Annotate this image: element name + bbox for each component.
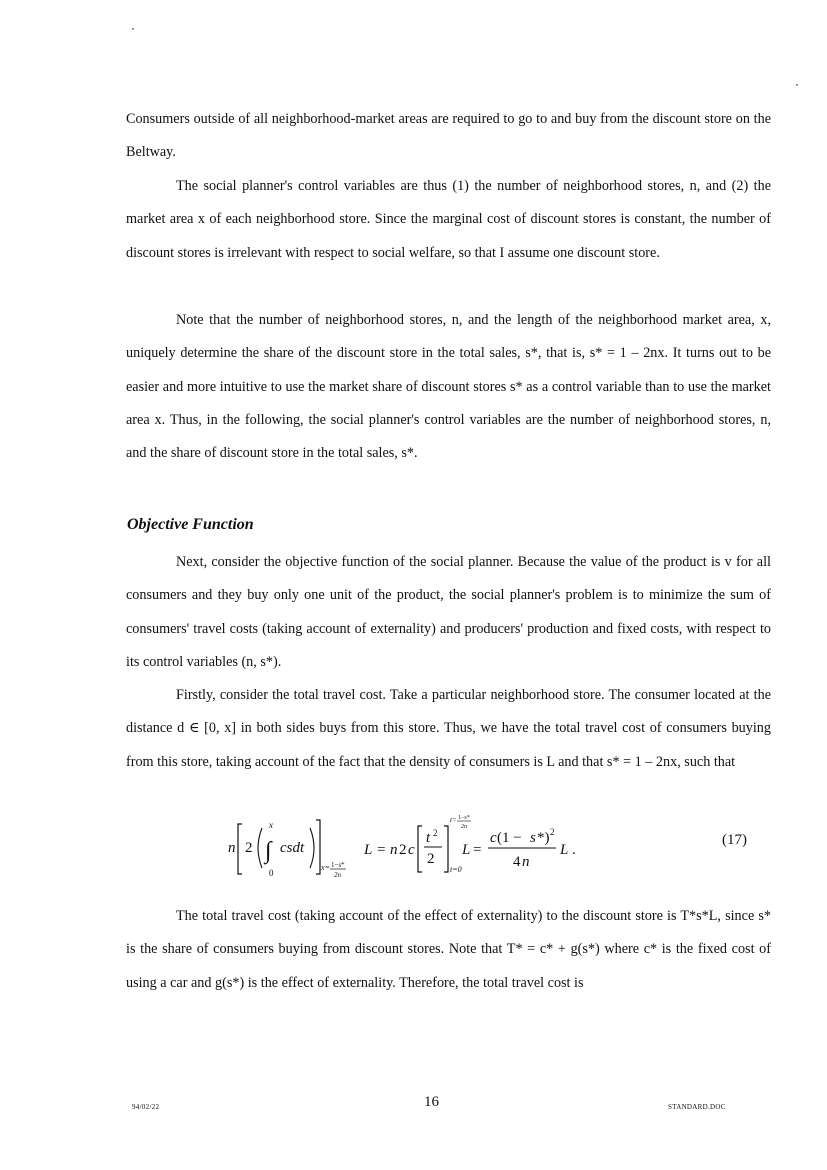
svg-text:c: c <box>490 830 497 846</box>
svg-text:*): *) <box>537 830 550 846</box>
svg-text:L: L <box>560 842 569 858</box>
paragraph-travel-cost: Firstly, consider the total travel cost. Take a particular neighborhood store. The consumer located at the distance d ∈ [0, x] in both sides buys from this store. Thus, we have the total travel cost of consumers buying from this store, taking account of the fact that the density of consumers is L and that s* = 1 – 2nx, such that <box>126 687 771 770</box>
svg-text:4: 4 <box>513 854 521 870</box>
section-heading: Objective Function <box>127 516 254 533</box>
svg-text:2: 2 <box>433 828 438 838</box>
svg-text:(1 −: (1 − <box>497 830 522 846</box>
svg-text:t=0: t=0 <box>450 865 462 874</box>
svg-text:2: 2 <box>427 851 435 867</box>
svg-text:n: n <box>522 854 530 870</box>
svg-text:x=: x= <box>321 863 330 872</box>
svg-text:t=: t= <box>450 816 457 824</box>
svg-text:n: n <box>390 842 398 858</box>
svg-text:L: L <box>462 842 471 858</box>
svg-text:csdt: csdt <box>280 840 305 856</box>
svg-text:s: s <box>530 830 536 846</box>
equation-number: (17) <box>722 832 747 848</box>
equation-formula <box>228 812 698 892</box>
paragraph-discount-travel: The total travel cost (taking account of the effect of externality) to the discount store is T*s*L, since s* is the share of consumers buying from discount stores. Note that T* = c* + g(s*) where c* is the fixed cost of using a car and g(s*) is the effect of externality. Therefore, the total travel cost is <box>126 908 771 991</box>
svg-text:=: = <box>473 842 482 858</box>
svg-text:2n: 2n <box>461 824 467 830</box>
paragraph-discount-store: Consumers outside of all neighborhood-market areas are required to go to and buy from the discount store on the Beltway. <box>126 111 771 161</box>
svg-text:=: = <box>377 842 386 858</box>
svg-text:2: 2 <box>245 840 253 856</box>
scan-speck <box>796 84 798 86</box>
svg-text:2: 2 <box>550 827 555 837</box>
svg-text:2n: 2n <box>334 871 341 879</box>
scan-speck <box>132 28 134 30</box>
svg-text:x: x <box>269 820 273 830</box>
paragraph-objective: Next, consider the objective function of the social planner. Because the value of the product is v for all consumers and they buy only one unit of the product, the social planner's problem is to minimize the sum of consumers' travel costs (taking account of externality) and producers' production and fixed costs, with respect to its control variables (n, s*). <box>126 554 771 670</box>
footer-date: 94/02/22 <box>132 1103 160 1111</box>
page-number: 16 <box>424 1094 439 1110</box>
paragraph-market-share: Note that the number of neighborhood stores, n, and the length of the neighborhood market area, x, uniquely determine the share of the discount store in the total sales, s*, that is, s* = 1 – 2nx. It turns out to be easier and more intuitive to use the market share of discount stores s* as a control variable than to use the market area x. Thus, in the following, the social planner's control variables are the number of neighborhood stores, n, and the share of discount store in the total sales, s*. <box>126 312 771 462</box>
svg-text:t: t <box>426 830 431 846</box>
svg-text:c: c <box>408 842 415 858</box>
equation-17 <box>228 812 788 892</box>
footer-filename: STANDARD.DOC <box>668 1103 726 1111</box>
svg-text:∫: ∫ <box>265 838 272 864</box>
paragraph-control-variables: The social planner's control variables are thus (1) the number of neighborhood stores, n, and (2) the market area x of each neighborhood store. Since the marginal cost of discount stores is constant, the number of discount stores is irrelevant with respect to social welfare, so that I assume one discount store. <box>126 178 771 261</box>
svg-text:0: 0 <box>269 868 274 878</box>
svg-text:2: 2 <box>399 842 407 858</box>
svg-text:1−s*: 1−s* <box>458 815 470 821</box>
svg-text:1−s*: 1−s* <box>331 861 345 869</box>
svg-text:n: n <box>228 840 236 856</box>
svg-text:L: L <box>364 842 373 858</box>
svg-text:.: . <box>572 842 576 858</box>
